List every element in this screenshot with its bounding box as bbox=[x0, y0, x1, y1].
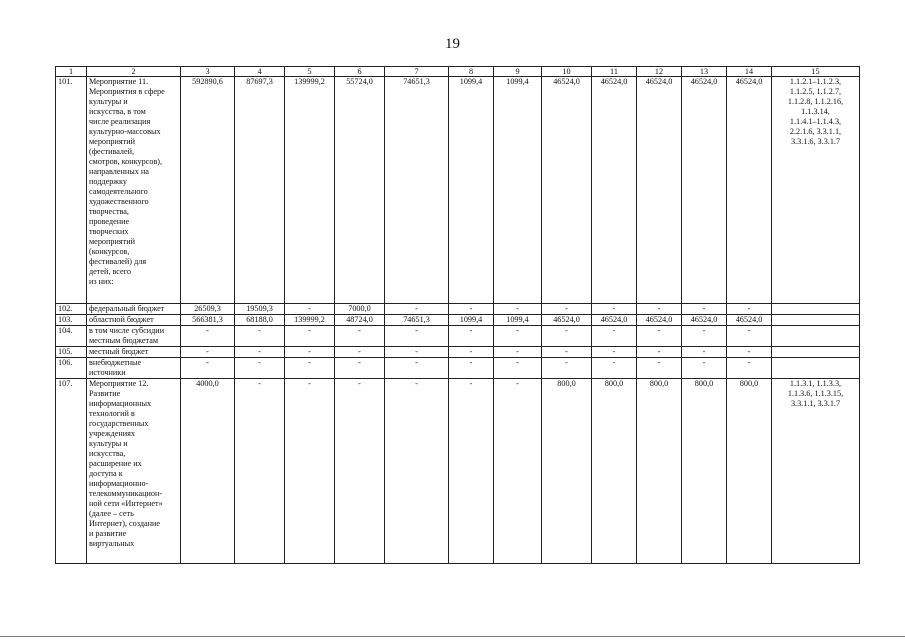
value-cell-text: - bbox=[206, 358, 209, 367]
value-cell bbox=[181, 326, 235, 347]
value-cell bbox=[385, 379, 449, 564]
value-cell bbox=[181, 77, 235, 304]
value-cell bbox=[727, 347, 772, 358]
value-cell-text: - bbox=[747, 358, 751, 367]
value-cell-text: - bbox=[308, 358, 311, 367]
value-cell bbox=[592, 315, 637, 326]
value-cell bbox=[181, 304, 235, 315]
value-cell-text: 46524,0 bbox=[600, 77, 628, 86]
value-cell bbox=[682, 358, 727, 379]
value-cell bbox=[335, 347, 385, 358]
value-cell bbox=[494, 77, 542, 304]
row-number-text: 105. bbox=[58, 347, 73, 356]
value-cell bbox=[637, 304, 682, 315]
value-cell bbox=[682, 347, 727, 358]
value-cell bbox=[385, 347, 449, 358]
value-cell-text: - bbox=[469, 379, 473, 388]
value-cell bbox=[727, 379, 772, 564]
table-row bbox=[56, 315, 860, 326]
target-codes-cell bbox=[772, 304, 860, 315]
row-title bbox=[87, 77, 181, 304]
value-cell-text: - bbox=[415, 326, 418, 335]
column-header: 13 bbox=[682, 67, 727, 77]
value-cell-text: - bbox=[657, 326, 661, 335]
value-cell bbox=[385, 358, 449, 379]
value-cell-text: 7000,0 bbox=[348, 304, 371, 313]
value-cell bbox=[285, 77, 335, 304]
column-header: 3 bbox=[181, 67, 235, 77]
value-cell-text: - bbox=[516, 347, 519, 356]
value-cell-text: 46524,0 bbox=[645, 315, 673, 324]
target-codes-cell-text: 1.1.2.1–1.1.2.3, 1.1.2.5, 1.1.2.7, 1.1.2.8, 1.1.2.16, 1.1.3.14, 1.1.4.1–1.1.4.3, 2.2.1.6, 3.3.1.1, 3.3.1.6, 3.3.1.7 bbox=[787, 77, 844, 146]
value-cell bbox=[285, 358, 335, 379]
value-cell bbox=[449, 379, 494, 564]
row-title bbox=[87, 315, 181, 326]
value-cell bbox=[285, 304, 335, 315]
value-cell-text: - bbox=[308, 326, 311, 335]
row-number bbox=[56, 379, 87, 564]
value-cell-text: - bbox=[258, 347, 261, 356]
value-cell-text: - bbox=[565, 304, 568, 313]
value-cell bbox=[494, 358, 542, 379]
target-codes-cell-text: 1.1.3.1, 1.1.3.3, 1.1.3.6, 1.1.3.15, 3.3.1.1, 3.3.1.7 bbox=[787, 379, 844, 408]
row-title-text: Мероприятие 11. Мероприятия в сфере культуры и искусства, в том числе реализация культурно-массовых мероприятий (фестивалей, смотров, конкурсов), направленных на поддержку самодеятельного художественного творчества, проведение творческих мероприятий (конкурсов, фестивалей) для детей, всего из них: bbox=[89, 77, 165, 286]
value-cell bbox=[235, 304, 285, 315]
value-cell bbox=[494, 326, 542, 347]
row-number-text: 101. bbox=[58, 77, 73, 86]
row-title bbox=[87, 347, 181, 358]
value-cell-text: 19509,3 bbox=[246, 304, 273, 313]
row-number bbox=[56, 347, 87, 358]
value-cell-text: - bbox=[258, 379, 261, 388]
budget-table bbox=[55, 66, 860, 564]
value-cell-text: - bbox=[747, 304, 751, 313]
value-cell-text: - bbox=[308, 347, 311, 356]
value-cell-text: 139999,2 bbox=[294, 77, 325, 86]
row-number bbox=[56, 358, 87, 379]
row-number-text: 107. bbox=[58, 379, 73, 388]
row-number bbox=[56, 304, 87, 315]
row-title-text: Мероприятие 12. Развитие информационных технологий в государственных учреждениях культуры и искусства, расширение их доступа к информационно- телекоммуникацион- ной сети «Интернет» (далее – сеть Интернет), создание и развитие виртуальных bbox=[89, 379, 163, 548]
value-cell bbox=[285, 326, 335, 347]
target-codes-cell bbox=[772, 315, 860, 326]
value-cell-text: - bbox=[358, 379, 361, 388]
value-cell-text: - bbox=[747, 326, 751, 335]
value-cell-text: 1099,4 bbox=[506, 77, 529, 86]
value-cell-text: - bbox=[657, 358, 661, 367]
value-cell-text: - bbox=[415, 304, 418, 313]
value-cell bbox=[592, 379, 637, 564]
value-cell bbox=[385, 326, 449, 347]
value-cell bbox=[385, 315, 449, 326]
table-row bbox=[56, 347, 860, 358]
target-codes-cell bbox=[772, 347, 860, 358]
value-cell bbox=[335, 304, 385, 315]
value-cell bbox=[449, 77, 494, 304]
value-cell bbox=[449, 358, 494, 379]
value-cell-text: - bbox=[308, 304, 311, 313]
value-cell-text: - bbox=[516, 326, 519, 335]
row-number bbox=[56, 315, 87, 326]
value-cell-text: - bbox=[358, 347, 361, 356]
value-cell-text: 800,0 bbox=[649, 379, 669, 388]
value-cell bbox=[682, 77, 727, 304]
value-cell-text: 800,0 bbox=[604, 379, 624, 388]
value-cell bbox=[335, 315, 385, 326]
value-cell-text: 1099,4 bbox=[459, 315, 483, 324]
value-cell bbox=[727, 77, 772, 304]
column-header: 14 bbox=[727, 67, 772, 77]
value-cell bbox=[727, 358, 772, 379]
value-cell-text: - bbox=[469, 358, 473, 367]
value-cell-text: - bbox=[469, 304, 473, 313]
row-number-text: 104. bbox=[58, 326, 73, 335]
table-row bbox=[56, 326, 860, 347]
row-title bbox=[87, 304, 181, 315]
value-cell-text: - bbox=[612, 358, 616, 367]
value-cell-text: - bbox=[469, 326, 473, 335]
row-title-text: областной бюджет bbox=[89, 315, 154, 324]
value-cell bbox=[235, 358, 285, 379]
column-header: 1 bbox=[56, 67, 87, 77]
value-cell-text: - bbox=[565, 358, 568, 367]
target-codes-cell bbox=[772, 358, 860, 379]
value-cell bbox=[494, 304, 542, 315]
value-cell bbox=[542, 304, 592, 315]
value-cell bbox=[494, 379, 542, 564]
value-cell-text: 46524,0 bbox=[690, 77, 718, 86]
row-title-text: в том числе субсидии местным бюджетам bbox=[89, 326, 165, 345]
value-cell bbox=[494, 347, 542, 358]
value-cell bbox=[542, 315, 592, 326]
value-cell-text: 46524,0 bbox=[735, 315, 763, 324]
value-cell-text: 55724,0 bbox=[346, 77, 373, 86]
value-cell bbox=[235, 379, 285, 564]
value-cell-text: 46524,0 bbox=[690, 315, 718, 324]
value-cell-text: - bbox=[516, 358, 519, 367]
value-cell bbox=[285, 379, 335, 564]
value-cell-text: 46524,0 bbox=[645, 77, 673, 86]
value-cell-text: 800,0 bbox=[739, 379, 759, 388]
value-cell bbox=[682, 315, 727, 326]
value-cell-text: 26509,3 bbox=[194, 304, 221, 313]
value-cell-text: - bbox=[702, 347, 706, 356]
value-cell bbox=[181, 347, 235, 358]
page-number: 19 bbox=[445, 36, 460, 52]
value-cell bbox=[235, 315, 285, 326]
table-row bbox=[56, 358, 860, 379]
column-header: 8 bbox=[449, 67, 494, 77]
value-cell-text: - bbox=[358, 358, 361, 367]
value-cell bbox=[637, 358, 682, 379]
value-cell bbox=[449, 326, 494, 347]
value-cell-text: - bbox=[657, 347, 661, 356]
value-cell bbox=[637, 379, 682, 564]
value-cell-text: 48724,0 bbox=[346, 315, 373, 324]
value-cell-text: - bbox=[702, 358, 706, 367]
value-cell-text: 4000,0 bbox=[196, 379, 219, 388]
column-header: 6 bbox=[335, 67, 385, 77]
value-cell-text: - bbox=[657, 304, 661, 313]
table-row bbox=[56, 379, 860, 564]
value-cell bbox=[542, 347, 592, 358]
value-cell-text: 46524,0 bbox=[600, 315, 628, 324]
value-cell bbox=[542, 379, 592, 564]
column-header: 12 bbox=[637, 67, 682, 77]
value-cell bbox=[637, 326, 682, 347]
value-cell bbox=[449, 315, 494, 326]
value-cell bbox=[592, 77, 637, 304]
target-codes-cell bbox=[772, 326, 860, 347]
table-header-row bbox=[56, 67, 860, 77]
value-cell bbox=[727, 315, 772, 326]
value-cell-text: - bbox=[415, 379, 418, 388]
value-cell-text: 74651,3 bbox=[403, 315, 430, 324]
value-cell bbox=[235, 77, 285, 304]
value-cell bbox=[682, 326, 727, 347]
value-cell-text: - bbox=[206, 347, 209, 356]
value-cell-text: - bbox=[415, 347, 418, 356]
table-row bbox=[56, 77, 860, 304]
value-cell bbox=[727, 304, 772, 315]
value-cell bbox=[449, 304, 494, 315]
row-number bbox=[56, 326, 87, 347]
scan-edge-line bbox=[0, 636, 905, 637]
value-cell bbox=[385, 304, 449, 315]
value-cell-text: 68188,0 bbox=[246, 315, 273, 324]
value-cell bbox=[335, 326, 385, 347]
value-cell bbox=[542, 77, 592, 304]
value-cell bbox=[235, 326, 285, 347]
value-cell bbox=[637, 347, 682, 358]
target-codes-cell bbox=[772, 379, 860, 564]
value-cell bbox=[542, 326, 592, 347]
value-cell-text: - bbox=[415, 358, 418, 367]
column-header: 7 bbox=[385, 67, 449, 77]
value-cell bbox=[181, 379, 235, 564]
value-cell bbox=[592, 304, 637, 315]
value-cell-text: - bbox=[206, 326, 209, 335]
value-cell bbox=[385, 77, 449, 304]
value-cell bbox=[449, 347, 494, 358]
value-cell bbox=[637, 77, 682, 304]
value-cell bbox=[235, 347, 285, 358]
value-cell bbox=[542, 358, 592, 379]
value-cell-text: - bbox=[469, 347, 473, 356]
value-cell bbox=[592, 347, 637, 358]
value-cell-text: - bbox=[258, 326, 261, 335]
value-cell-text: 74651,3 bbox=[403, 77, 430, 86]
value-cell-text: 46524,0 bbox=[553, 315, 580, 324]
value-cell-text: 800,0 bbox=[694, 379, 714, 388]
value-cell-text: 800,0 bbox=[557, 379, 576, 388]
value-cell bbox=[285, 315, 335, 326]
value-cell bbox=[335, 358, 385, 379]
value-cell-text: - bbox=[358, 326, 361, 335]
value-cell-text: - bbox=[516, 304, 519, 313]
value-cell-text: - bbox=[308, 379, 311, 388]
value-cell bbox=[637, 315, 682, 326]
row-number-text: 103. bbox=[58, 315, 73, 324]
table-row bbox=[56, 304, 860, 315]
value-cell bbox=[494, 315, 542, 326]
column-header: 11 bbox=[592, 67, 637, 77]
value-cell-text: 139999,2 bbox=[294, 315, 325, 324]
column-header: 9 bbox=[494, 67, 542, 77]
row-number-text: 102. bbox=[58, 304, 73, 313]
value-cell-text: - bbox=[565, 326, 568, 335]
column-header: 10 bbox=[542, 67, 592, 77]
row-title-text: федеральный бюджет bbox=[89, 304, 165, 313]
value-cell bbox=[682, 304, 727, 315]
value-cell-text: - bbox=[702, 326, 706, 335]
column-header: 15 bbox=[772, 67, 860, 77]
row-title bbox=[87, 326, 181, 347]
row-title-text: местный бюджет bbox=[89, 347, 149, 356]
column-header: 2 bbox=[87, 67, 181, 77]
row-number bbox=[56, 77, 87, 304]
value-cell bbox=[592, 326, 637, 347]
value-cell bbox=[335, 77, 385, 304]
value-cell bbox=[727, 326, 772, 347]
value-cell-text: - bbox=[258, 358, 261, 367]
value-cell-text: - bbox=[612, 326, 616, 335]
value-cell-text: 566381,3 bbox=[192, 315, 223, 324]
value-cell-text: 46524,0 bbox=[553, 77, 580, 86]
target-codes-cell bbox=[772, 77, 860, 304]
value-cell-text: - bbox=[565, 347, 568, 356]
row-title bbox=[87, 379, 181, 564]
value-cell-text: 46524,0 bbox=[735, 77, 763, 86]
value-cell-text: 592890,6 bbox=[192, 77, 223, 86]
value-cell-text: - bbox=[702, 304, 706, 313]
value-cell-text: - bbox=[747, 347, 751, 356]
value-cell bbox=[285, 347, 335, 358]
value-cell-text: - bbox=[612, 304, 616, 313]
row-number-text: 106. bbox=[58, 358, 73, 367]
value-cell-text: 1099,4 bbox=[459, 77, 483, 86]
value-cell bbox=[592, 358, 637, 379]
column-header: 5 bbox=[285, 67, 335, 77]
row-title-text: внебюджетные источники bbox=[89, 358, 142, 377]
value-cell-text: 1099,4 bbox=[506, 315, 529, 324]
value-cell bbox=[181, 358, 235, 379]
column-header: 4 bbox=[235, 67, 285, 77]
value-cell-text: 87697,3 bbox=[246, 77, 273, 86]
value-cell-text: - bbox=[612, 347, 616, 356]
row-title bbox=[87, 358, 181, 379]
value-cell bbox=[335, 379, 385, 564]
value-cell bbox=[682, 379, 727, 564]
value-cell-text: - bbox=[516, 379, 519, 388]
value-cell bbox=[181, 315, 235, 326]
